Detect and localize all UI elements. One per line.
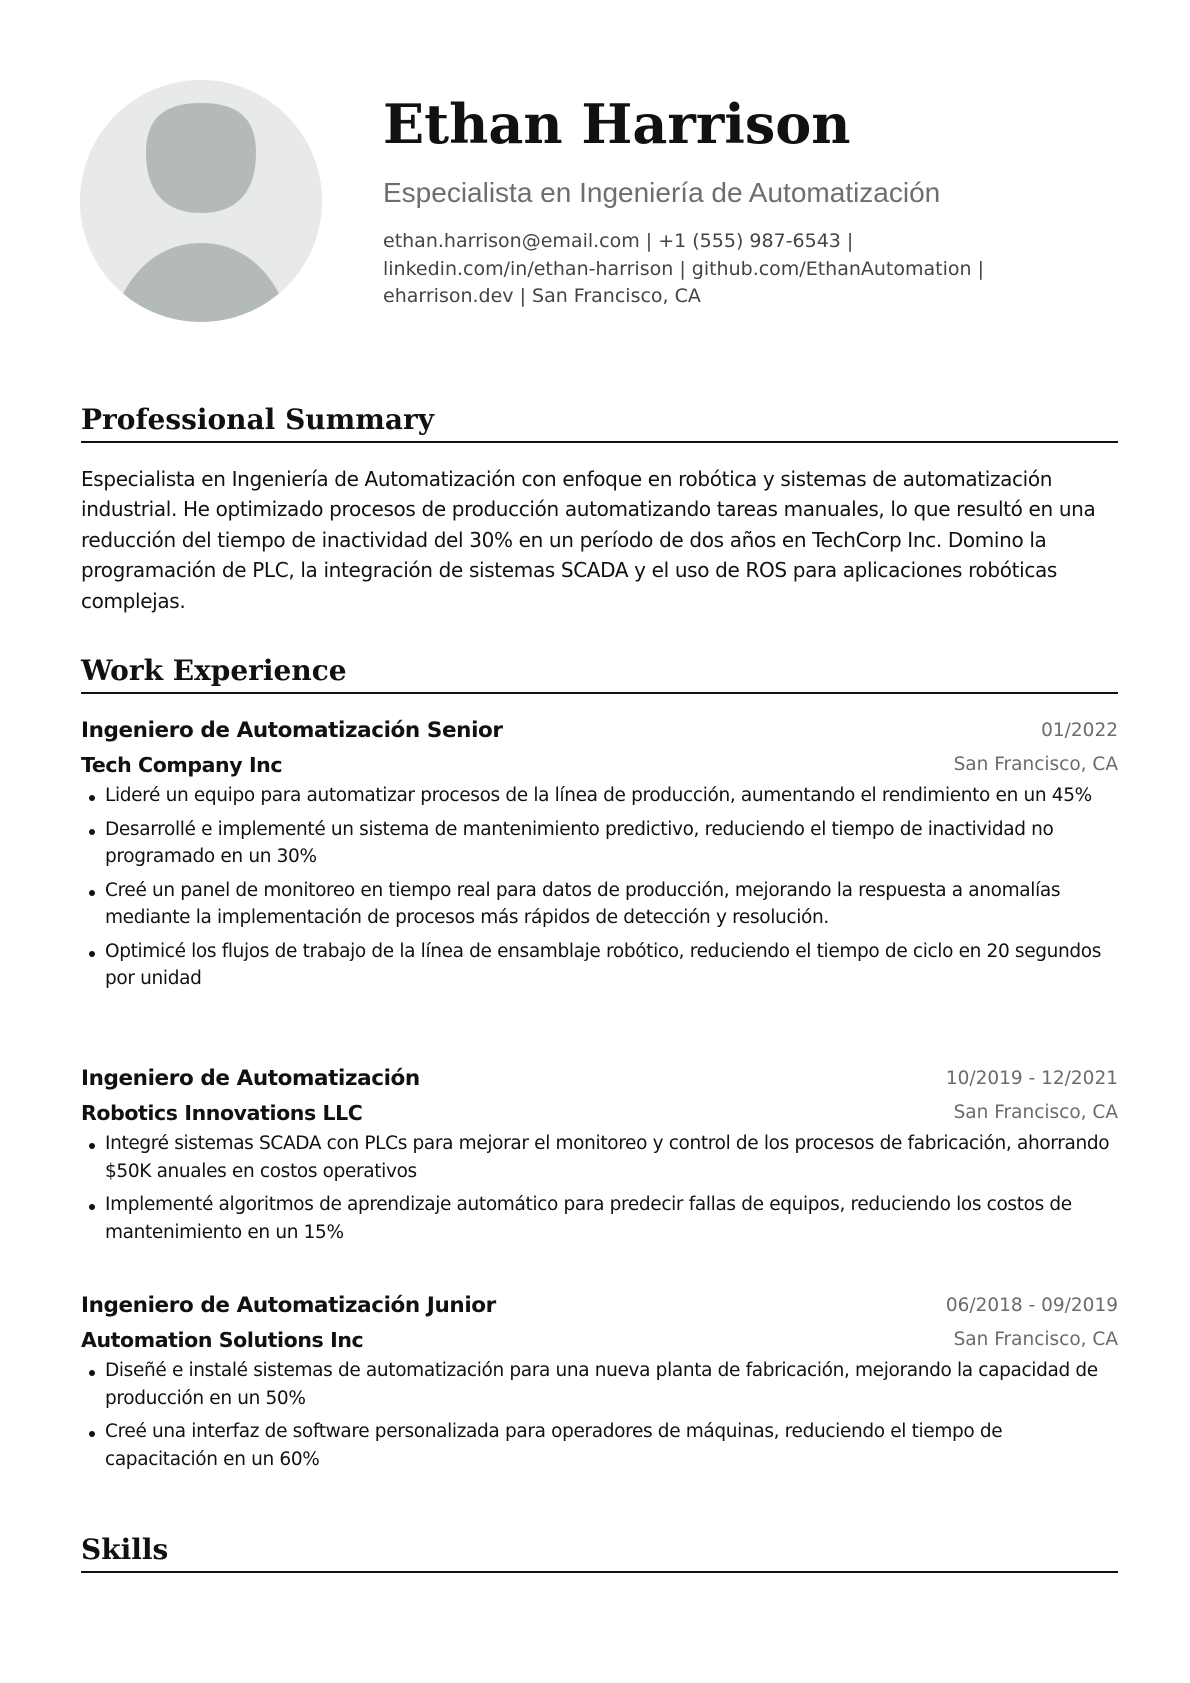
job-entry xyxy=(81,1062,1118,1252)
job-date: 01/2022 xyxy=(1041,720,1118,741)
job-title: Ingeniero de Automatización Senior xyxy=(81,718,503,743)
avatar-placeholder-icon xyxy=(80,80,322,322)
candidate-name: Ethan Harrison xyxy=(383,92,851,156)
job-entry xyxy=(81,1289,1118,1479)
contact-line: linkedin.com/in/ethan-harrison | github.com/EthanAutomation | xyxy=(383,257,984,280)
candidate-role: Especialista en Ingeniería de Automatización xyxy=(383,177,941,208)
job-bullets xyxy=(81,782,1118,993)
job-company-row xyxy=(81,748,1118,782)
job-bullets xyxy=(81,1357,1118,1473)
bullet-item: Optimicé los flujos de trabajo de la línea de ensamblaje robótico, reduciendo el tiempo de ciclo en 20 segundos por unidad xyxy=(81,938,1118,993)
job-company-row xyxy=(81,1096,1118,1130)
job-location: San Francisco, CA xyxy=(953,1329,1118,1350)
company-name: Tech Company Inc xyxy=(81,753,283,777)
job-header xyxy=(81,1289,1118,1323)
company-name: Automation Solutions Inc xyxy=(81,1328,364,1352)
company-name: Robotics Innovations LLC xyxy=(81,1101,363,1125)
section-title-summary: Professional Summary xyxy=(81,403,1118,443)
job-header xyxy=(81,1062,1118,1096)
contact-info xyxy=(383,228,1023,311)
bullet-item: Diseñé e instalé sistemas de automatización para una nueva planta de fabricación, mejorando la capacidad de producción en un 50% xyxy=(81,1357,1118,1412)
bullet-item: Desarrollé e implementé un sistema de mantenimiento predictivo, reduciendo el tiempo de inactividad no programado en un 30% xyxy=(81,816,1118,871)
contact-line: ethan.harrison@email.com | +1 (555) 987-6543 | xyxy=(383,230,854,252)
bullet-item: Lideré un equipo para automatizar procesos de la línea de producción, aumentando el rendimiento en un 45% xyxy=(81,782,1118,810)
section-title-experience: Work Experience xyxy=(81,654,1118,694)
bullet-item: Integré sistemas SCADA con PLCs para mejorar el monitoreo y control de los procesos de fabricación, ahorrando $50K anuales en costos operativos xyxy=(81,1130,1118,1185)
bullet-item: Implementé algoritmos de aprendizaje automático para predecir fallas de equipos, reduciendo los costos de mantenimiento en un 15% xyxy=(81,1191,1118,1246)
job-header xyxy=(81,714,1118,748)
bullet-item: Creé un panel de monitoreo en tiempo real para datos de producción, mejorando la respuesta a anomalías mediante la implementación de procesos más rápidos de detección y resolución. xyxy=(81,877,1118,932)
contact-line: eharrison.dev | San Francisco, CA xyxy=(383,285,701,307)
job-bullets xyxy=(81,1130,1118,1246)
bullet-item: Creé una interfaz de software personalizada para operadores de máquinas, reduciendo el tiempo de capacitación en un 60% xyxy=(81,1418,1118,1473)
job-location: San Francisco, CA xyxy=(953,1102,1118,1123)
job-company-row xyxy=(81,1323,1118,1357)
section-title-skills: Skills xyxy=(81,1533,1118,1573)
job-entry xyxy=(81,714,1118,999)
summary-text: Especialista en Ingeniería de Automatización con enfoque en robótica y sistemas de automatización industrial. He optimizado procesos de producción automatizando tareas manuales, lo que resultó en una reducción del tiempo de inactividad del 30% en un período de dos años en TechCorp Inc. Domino la programación de PLC, la integración de sistemas SCADA y el uso de ROS para aplicaciones robóticas complejas. xyxy=(81,467,1096,613)
job-date: 10/2019 - 12/2021 xyxy=(945,1068,1118,1089)
job-title: Ingeniero de Automatización xyxy=(81,1066,420,1091)
job-location: San Francisco, CA xyxy=(953,754,1118,775)
job-title: Ingeniero de Automatización Junior xyxy=(81,1293,496,1318)
person-silhouette-icon xyxy=(80,80,322,322)
job-date: 06/2018 - 09/2019 xyxy=(945,1295,1118,1316)
